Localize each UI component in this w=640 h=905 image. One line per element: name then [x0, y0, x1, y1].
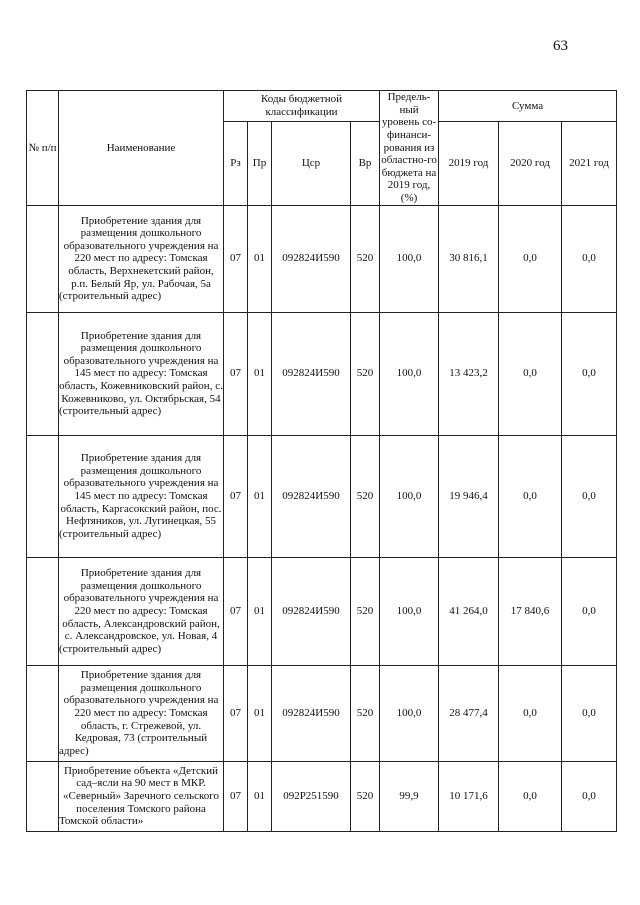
row-num: [27, 435, 59, 557]
row-vr: 520: [351, 205, 380, 312]
row-name: Приобретение объекта «Детский сад–ясли на 90 мест в МКР. «Северный» Заречного сельского поселения Томского района Томской области»: [59, 761, 224, 831]
row-2021: 0,0: [562, 435, 617, 557]
row-2020: 0,0: [499, 312, 562, 435]
table-row: [27, 761, 617, 831]
row-rz: 07: [224, 205, 248, 312]
header-name: Наименование: [59, 91, 224, 206]
row-2020: 0,0: [499, 761, 562, 831]
header-rz: Рз: [224, 121, 248, 205]
row-rz: 07: [224, 312, 248, 435]
row-2019: 30 816,1: [439, 205, 499, 312]
row-rz: 07: [224, 761, 248, 831]
budget-table: [26, 90, 617, 832]
header-pr: Пр: [248, 121, 272, 205]
row-level: 100,0: [380, 435, 439, 557]
row-name: Приобретение здания для размещения дошкольного образовательного учреждения на 145 мест по адресу: Томская область, Каргасокский район, пос. Нефтяников, ул. Лугинецкая, 55 (строительный адрес): [59, 435, 224, 557]
row-vr: 520: [351, 761, 380, 831]
row-2019: 19 946,4: [439, 435, 499, 557]
row-2020: 0,0: [499, 665, 562, 761]
table-row: [27, 205, 617, 312]
row-vr: 520: [351, 435, 380, 557]
row-vr: 520: [351, 557, 380, 665]
row-level: 100,0: [380, 557, 439, 665]
row-level: 100,0: [380, 665, 439, 761]
row-rz: 07: [224, 557, 248, 665]
row-vr: 520: [351, 665, 380, 761]
row-level: 100,0: [380, 312, 439, 435]
row-pr: 01: [248, 665, 272, 761]
row-level: 100,0: [380, 205, 439, 312]
row-2020: 0,0: [499, 205, 562, 312]
row-csr: 092824И590: [272, 205, 351, 312]
row-num: [27, 761, 59, 831]
header-sum: Сумма: [439, 91, 617, 122]
row-csr: 092P251590: [272, 761, 351, 831]
row-2021: 0,0: [562, 761, 617, 831]
row-name: Приобретение здания для размещения дошкольного образовательного учреждения на 220 мест по адресу: Томская область, г. Стрежевой, ул. Кедровая, 73 (строительный адрес): [59, 665, 224, 761]
table-row: [27, 435, 617, 557]
row-num: [27, 205, 59, 312]
header-level: Предель-ный уровень со-финанси-рования из областно-го бюджета на 2019 год, (%): [381, 91, 437, 205]
table-row: [27, 312, 617, 435]
row-2019: 28 477,4: [439, 665, 499, 761]
header-vr: Вр: [351, 121, 380, 205]
header-csr: Цср: [272, 121, 351, 205]
row-num: [27, 557, 59, 665]
table-row: [27, 557, 617, 665]
row-num: [27, 312, 59, 435]
row-csr: 092824И590: [272, 665, 351, 761]
row-csr: 092824И590: [272, 435, 351, 557]
row-2021: 0,0: [562, 557, 617, 665]
row-2019: 41 264,0: [439, 557, 499, 665]
row-pr: 01: [248, 761, 272, 831]
row-2020: 17 840,6: [499, 557, 562, 665]
row-2019: 13 423,2: [439, 312, 499, 435]
header-codes: Коды бюджетной классификации: [224, 91, 380, 122]
row-pr: 01: [248, 435, 272, 557]
row-rz: 07: [224, 665, 248, 761]
header-num: № п/п: [27, 91, 59, 206]
row-csr: 092824И590: [272, 312, 351, 435]
row-level: 99,9: [380, 761, 439, 831]
row-name: Приобретение здания для размещения дошкольного образовательного учреждения на 220 мест по адресу: Томская область, Верхнекетский район, р.п. Белый Яр, ул. Рабочая, 5а (строительный адрес): [59, 205, 224, 312]
row-num: [27, 665, 59, 761]
row-pr: 01: [248, 557, 272, 665]
row-vr: 520: [351, 312, 380, 435]
row-pr: 01: [248, 205, 272, 312]
row-csr: 092824И590: [272, 557, 351, 665]
row-rz: 07: [224, 435, 248, 557]
header-2019: 2019 год: [439, 121, 499, 205]
header-2021: 2021 год: [562, 121, 617, 205]
header-2020: 2020 год: [499, 121, 562, 205]
row-2019: 10 171,6: [439, 761, 499, 831]
row-2021: 0,0: [562, 205, 617, 312]
table-row: [27, 665, 617, 761]
row-pr: 01: [248, 312, 272, 435]
row-name: Приобретение здания для размещения дошкольного образовательного учреждения на 220 мест по адресу: Томская область, Александровский район, с. Александровское, ул. Новая, 4 (строительный адрес): [59, 557, 224, 665]
row-2021: 0,0: [562, 312, 617, 435]
row-2020: 0,0: [499, 435, 562, 557]
page-number: 63: [553, 38, 568, 54]
row-name: Приобретение здания для размещения дошкольного образовательного учреждения на 145 мест по адресу: Томская область, Кожевниковский район, с. Кожевниково, ул. Октябрьская, 54 (строительный адрес): [59, 312, 224, 435]
row-2021: 0,0: [562, 665, 617, 761]
